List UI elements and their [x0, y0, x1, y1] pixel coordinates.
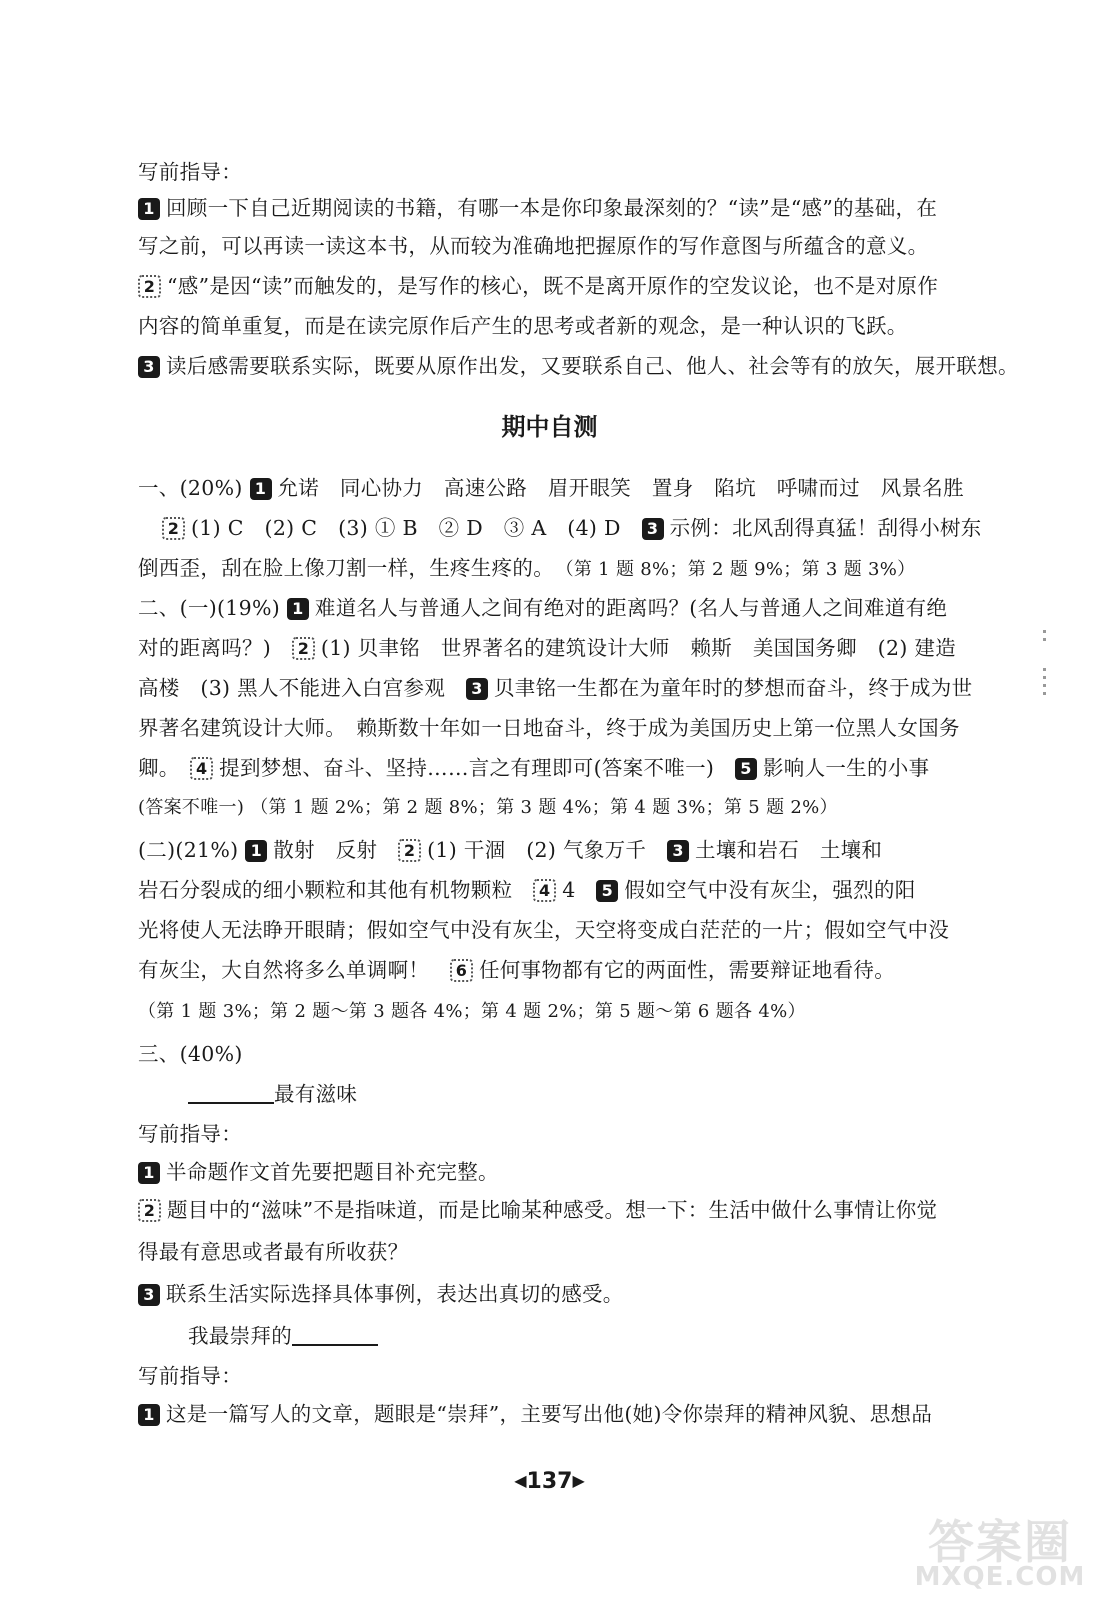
answer-line: [138, 674, 998, 702]
essay-title: [188, 1080, 1048, 1108]
number-badge: 3: [466, 678, 488, 700]
paragraph: [138, 194, 998, 222]
number-badge: 2: [398, 839, 421, 862]
text: (1) 干涸 (2) 气象万千: [427, 838, 647, 862]
right-triangle-icon: ▶: [572, 1471, 585, 1490]
text: 高楼 (3) 黑人不能进入白宫参观: [138, 676, 446, 700]
section-prefix: (二)(21%): [138, 838, 239, 862]
text: 难道名人与普通人之间有绝对的距离吗？(名人与普通人之间难道有绝: [314, 596, 948, 620]
answer-line: [138, 634, 998, 662]
number-badge: 3: [138, 1284, 160, 1306]
number-badge: 1: [287, 598, 309, 620]
number-badge: 1: [138, 1404, 160, 1426]
number-badge: 1: [245, 840, 267, 862]
edge-mark: [1043, 630, 1046, 644]
paragraph: [138, 272, 998, 300]
text: 这是一篇写人的文章，题眼是“崇拜”，主要写出他(她)令你崇拜的精神风貌、思想品: [166, 1402, 933, 1426]
paragraph: 内容的简单重复，而是在读完原作后产生的思考或者新的观念，是一种认识的飞跃。: [138, 314, 908, 338]
section-prefix: 二、(一)(19%): [138, 596, 281, 620]
answer-line: [138, 554, 998, 584]
number-badge: 1: [250, 478, 272, 500]
text: 示例：北风刮得真猛！刮得小树东: [669, 516, 982, 540]
paragraph: 得最有意思或者最有所收获？: [138, 1240, 409, 1264]
text: (1) 贝聿铭 世界著名的建筑设计大师 赖斯 美国国务卿 (2) 建造: [320, 636, 957, 660]
number-badge: 3: [138, 356, 160, 378]
page-number: [0, 1469, 1099, 1494]
number-badge: 3: [667, 840, 689, 862]
score-note: （第 1 题 2%；第 2 题 8%；第 3 题 4%；第 4 题 3%；第 5 题 2%）: [250, 797, 838, 818]
answer-line: 光将使人无法睁开眼睛；假如空气中没有灰尘，天空将变成白茫茫的一片；假如空气中没: [138, 918, 950, 942]
page-number-text: 137: [526, 1469, 573, 1494]
text: 半命题作文首先要把题目补充完整。: [166, 1160, 499, 1184]
text: 允诺 同心协力 高速公路 眉开眼笑 置身 陷坑 呼啸而过 风景名胜: [277, 476, 964, 500]
page-title: 期中自测: [501, 413, 598, 441]
text: (答案不唯一): [138, 797, 245, 818]
number-badge: 2: [138, 1199, 161, 1222]
answer-line: [138, 474, 998, 502]
text: 影响人一生的小事: [762, 756, 930, 780]
paragraph: [138, 1196, 998, 1224]
answer-line: [138, 594, 998, 622]
paragraph: [138, 1400, 998, 1428]
number-badge: 3: [642, 518, 664, 540]
text: 读后感需要联系实际，既要从原作出发，又要联系自己、他人、社会等有的放矢，展开联想。: [166, 354, 1019, 378]
text: 提到梦想、奋斗、坚持……言之有理即可(答案不唯一): [219, 756, 715, 780]
text: 散射 反射: [273, 838, 378, 862]
text: 对的距离吗？): [138, 636, 272, 660]
answer-line: [138, 836, 998, 864]
section-prefix: 一、(20%): [138, 476, 243, 500]
watermark-url: MXQE.COM: [914, 1562, 1086, 1592]
number-badge: 2: [138, 275, 161, 298]
paragraph: [138, 1280, 998, 1308]
text: “感”是因“读”而触发的，是写作的核心，既不是离开原作的空发议论，也不是对原作: [167, 274, 939, 298]
text: 我最崇拜的: [188, 1324, 292, 1348]
left-triangle-icon: ◀: [514, 1471, 527, 1490]
number-badge: 2: [162, 517, 185, 540]
answer-line: [138, 956, 998, 984]
text: 最有滋味: [274, 1082, 358, 1106]
number-badge: 5: [596, 880, 618, 902]
score-note: （第 1 题 3%；第 2 题～第 3 题各 4%；第 4 题 2%；第 5 题～第 6 题各 4%）: [138, 1001, 806, 1022]
text: 假如空气中没有灰尘，强烈的阳: [624, 878, 916, 902]
answer-line: 界著名建筑设计大师。 赖斯数十年如一日地奋斗，终于成为美国历史上第一位黑人女国务: [138, 716, 960, 740]
number-badge: 4: [190, 757, 213, 780]
number-badge: 5: [735, 758, 757, 780]
text: (1) C (2) C (3) ① B ② D ③ A (4) D: [191, 516, 621, 540]
text: 卿。: [138, 756, 170, 780]
text: 贝聿铭一生都在为童年时的梦想而奋斗，终于成为世: [493, 676, 973, 700]
guide-label: 写前指导：: [138, 1364, 242, 1388]
number-badge: 4: [533, 879, 556, 902]
text: 题目中的“滋味”不是指味道，而是比喻某种感受。想一下：生活中做什么事情让你觉: [167, 1198, 938, 1222]
number-badge: 1: [138, 198, 160, 220]
number-badge: 6: [450, 959, 473, 982]
text: 倒西歪，刮在脸上像刀割一样，生疼生疼的。: [138, 556, 544, 580]
number-badge: 2: [292, 637, 315, 660]
watermark-text: 答案圈: [928, 1515, 1072, 1569]
number-badge: 1: [138, 1162, 160, 1184]
guide-label: 写前指导：: [138, 160, 242, 184]
blank-line: [188, 1082, 274, 1104]
text: 联系生活实际选择具体事例，表达出真切的感受。: [166, 1282, 624, 1306]
section-prefix: 三、(40%): [138, 1042, 243, 1066]
answer-line: [162, 514, 1022, 542]
text: 有灰尘，大自然将多么单调啊！: [138, 958, 430, 982]
paragraph: 写之前，可以再读一读这本书，从而较为准确地把握原作的写作意图与所蕴含的意义。: [138, 234, 929, 258]
answer-line: [138, 754, 998, 782]
watermark: [905, 1506, 1095, 1596]
guide-label: 写前指导：: [138, 1122, 242, 1146]
paragraph: [138, 352, 1019, 380]
text: 岩石分裂成的细小颗粒和其他有机物颗粒: [138, 878, 513, 902]
blank-line: [292, 1324, 378, 1346]
answer-line: [138, 876, 998, 904]
score-note: （第 1 题 8%；第 2 题 9%；第 3 题 3%）: [564, 559, 916, 580]
paragraph: [138, 1158, 998, 1186]
text: 回顾一下自己近期阅读的书籍，有哪一本是你印象最深刻的？“读”是“感”的基础，在: [166, 196, 938, 220]
edge-mark: [1043, 668, 1046, 696]
answer-line: [138, 794, 998, 822]
text: 土壤和岩石 土壤和: [695, 838, 883, 862]
text: 4: [562, 878, 576, 902]
text: 任何事物都有它的两面性，需要辩证地看待。: [479, 958, 896, 982]
essay-title: [188, 1322, 1048, 1350]
